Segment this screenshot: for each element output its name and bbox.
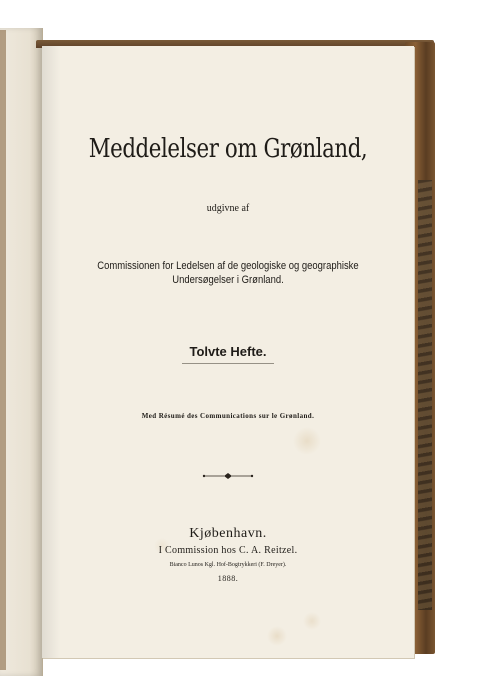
part-number: Tolvte Hefte.	[189, 344, 267, 359]
title-page	[42, 46, 414, 658]
resume-line: Med Résumé des Communications sur le Grønland.	[141, 412, 315, 420]
publisher-line: I Commission hos C. A. Reitzel.	[158, 545, 298, 556]
commission-line-2: Undersøgelser i Grønland.	[172, 274, 284, 286]
commission-line-1: Commissionen for Ledelsen af de geologiske og geographiske	[97, 260, 359, 272]
facing-flyleaf	[0, 28, 43, 676]
place-of-publication: Kjøbenhavn.	[189, 526, 267, 541]
printer-line: Bianco Lunos Kgl. Hof-Bogtrykkeri (F. Dreyer).	[169, 562, 287, 568]
commission-text	[68, 259, 388, 287]
marbled-board	[418, 180, 432, 610]
publication-year: 1888.	[217, 574, 239, 583]
book-title: Meddelelser om Grønland,	[88, 134, 368, 164]
divider-rule	[182, 363, 274, 364]
subtitle: udgivne af	[206, 203, 250, 214]
ornament-icon	[202, 472, 254, 480]
left-board-edge	[0, 30, 6, 670]
